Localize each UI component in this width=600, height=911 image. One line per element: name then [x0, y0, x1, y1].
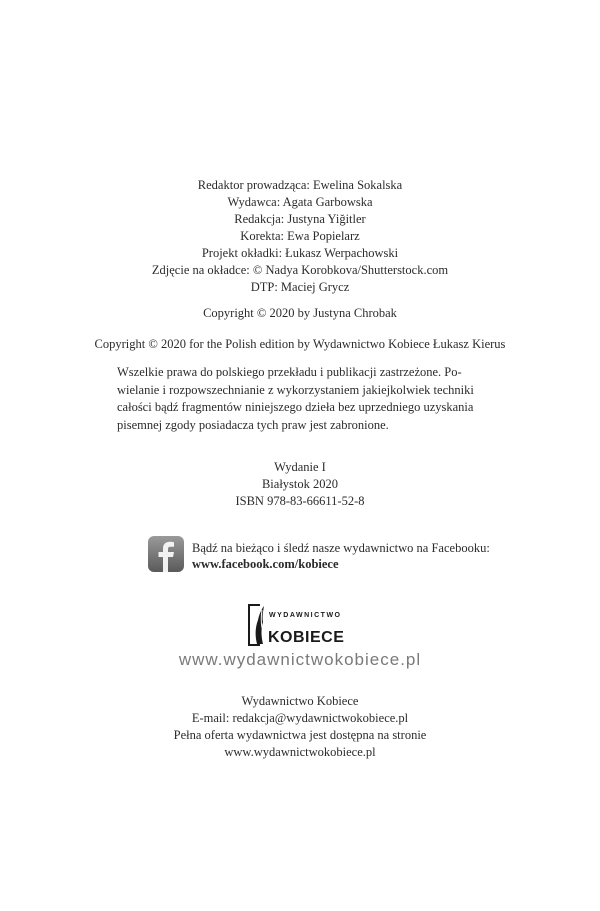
facebook-icon[interactable]	[148, 536, 184, 572]
logo-subtitle: WYDAWNICTWO	[269, 612, 342, 619]
credit-proofreading: Korekta: Ewa Popielarz	[240, 229, 360, 243]
contact-email[interactable]: E-mail: redakcja@wydawnictwokobiece.pl	[191, 711, 409, 725]
credit-editor: Redaktor prowadząca: Ewelina Sokalska	[197, 178, 403, 192]
rights-line: wielanie i rozpowszechnianie z wykorzystaniem jakiejkolwiek techniki	[117, 382, 474, 397]
rights-line: pisemnej zgody posiadacza tych praw jest zabronione.	[117, 417, 389, 432]
facebook-link[interactable]: www.facebook.com/kobiece	[192, 557, 339, 571]
edition-number: Wydanie I	[274, 460, 326, 474]
isbn: ISBN 978-83-66611-52-8	[235, 494, 365, 508]
credit-redaction: Redakcja: Justyna Yiğitler	[234, 212, 366, 226]
credit-cover-photo: Zdjęcie na okładce: © Nadya Korobkova/Shutterstock.com	[151, 263, 449, 277]
copyright-edition: Copyright © 2020 for the Polish edition by Wydawnictwo Kobiece Łukasz Kierus	[94, 337, 506, 351]
credit-publisher: Wydawca: Agata Garbowska	[227, 195, 373, 209]
rights-notice	[117, 364, 487, 434]
credit-cover-design: Projekt okładki: Łukasz Werpachowski	[201, 246, 399, 260]
facebook-text: Bądź na bieżąco i śledź nasze wydawnictwo na Facebooku:	[192, 541, 490, 555]
website-banner[interactable]: www.wydawnictwokobiece.pl	[178, 650, 422, 669]
facebook-promo	[192, 540, 490, 572]
rights-line: Wszelkie prawa do polskiego przekładu i publikacji zastrzeżone. Po-	[117, 365, 462, 379]
contact-website[interactable]: www.wydawnictwokobiece.pl	[224, 745, 376, 759]
contact-publisher: Wydawnictwo Kobiece	[241, 694, 359, 708]
contact-offer: Pełna oferta wydawnictwa jest dostępna na stronie	[173, 728, 427, 742]
logo-name: KOBIECE	[268, 629, 345, 646]
edition-place-year: Białystok 2020	[261, 477, 339, 491]
rights-line: całości bądź fragmentów niniejszego dzieła bez uprzedniego uzyskania	[117, 400, 474, 414]
copyright-author: Copyright © 2020 by Justyna Chrobak	[203, 306, 397, 320]
credit-dtp: DTP: Maciej Grycz	[250, 280, 350, 294]
